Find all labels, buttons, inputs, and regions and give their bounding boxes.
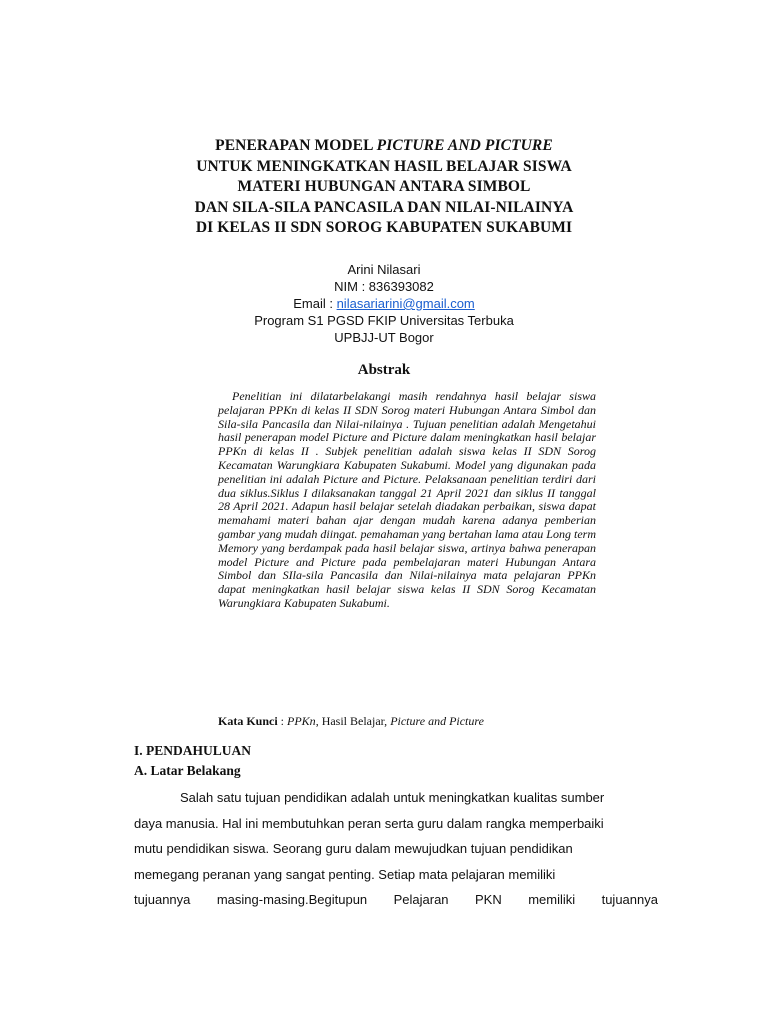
- abstract-heading: Abstrak: [357, 362, 411, 378]
- section-heading-pendahuluan: I. PENDAHULUAN: [134, 743, 252, 758]
- keywords-sep: :: [277, 714, 288, 728]
- title-line-3: MATERI HUBUNGAN ANTARA SIMBOL: [237, 178, 531, 195]
- author-nim: NIM : 836393082: [334, 279, 434, 294]
- intro-line-3: mutu pendidikan siswa. Seorang guru dalam mewujudkan tujuan pendidikan: [134, 841, 573, 856]
- abstract-text: Penelitian ini dilatarbelakangi masih rendahnya hasil belajar siswa pelajaran PPKn di kelas II SDN Sorog materi Hubungan Antara Simbol dan Sila-sila Pancasila dan Nilai-nilainya . Tujuan penelitian adalah Mengetahui hasil penerapan model Picture and Picture dalam meningkatkan hasil belajar PPKn di kelas II . Subjek penelitian adalah siswa kelas II SDN Sorog Kecamatan Warungkiara Kabupaten Sukabumi. Model yang digunakan pada penelitian ini adalah Picture and Picture. Pelaksanaan penelitian terdiri dari dua siklus.Siklus I dilaksanakan tanggal 21 April 2021 dan siklus II tanggal 28 April 2021. Adapun hasil belajar setelah diadakan perbaikan, siswa dapat memahami materi bahan ajar dengan mudah karena adanya pemberian gambar yang mudah diingat. pemahaman yang bertahan lama atau Long term Memory yang berdampak pada hasil belajar siswa, artinya bahwa penerapan model Picture and Picture pada pembelajaran materi Hubungan Antara Simbol dan SIla-sila Pancasila dan Nilai-nilainya mata pelajaran PPKn dapat meningkatkan hasil belajar siswa kelas II SDN Sorog Kecamatan Warungkiara Kabupaten Sukabumi.: [218, 389, 596, 610]
- author-program: Program S1 PGSD FKIP Universitas Terbuka: [254, 313, 514, 328]
- intro-word: tujuannya: [134, 892, 191, 907]
- title-line-1: [60, 136, 708, 157]
- author-info: [160, 261, 608, 346]
- author-name: Arini Nilasari: [347, 262, 421, 277]
- keywords-label: Kata Kunci: [218, 714, 278, 728]
- author-upbjj: UPBJJ-UT Bogor: [334, 330, 434, 345]
- intro-word: tujuannya: [601, 892, 658, 907]
- intro-word: memiliki: [528, 892, 576, 907]
- intro-line-5: [134, 887, 658, 913]
- intro-line-2: daya manusia. Hal ini membutuhkan peran serta guru dalam rangka memperbaiki: [134, 815, 604, 831]
- title-line-5: DI KELAS II SDN SOROG KABUPATEN SUKABUMI: [195, 219, 573, 236]
- title-line-2: UNTUK MENINGKATKAN HASIL BELAJAR SISWA: [196, 157, 572, 175]
- email-label: Email :: [293, 296, 337, 311]
- intro-paragraph: [134, 785, 658, 913]
- intro-word: Pelajaran: [393, 892, 449, 907]
- email-link[interactable]: nilasariarini@gmail.com: [336, 296, 475, 311]
- intro-word: masing-masing.Begitupun: [216, 892, 368, 907]
- title-line-4: DAN SILA-SILA PANCASILA DAN NILAI-NILAINYA: [194, 198, 574, 216]
- intro-word: PKN: [475, 892, 502, 907]
- keyword-2: , Hasil Belajar,: [315, 714, 391, 728]
- title-line-1-prefix: PENERAPAN MODEL: [215, 137, 377, 154]
- paper-title: [60, 136, 708, 239]
- keyword-1: PPKn: [287, 714, 316, 728]
- title-line-1-italic: PICTURE AND PICTURE: [376, 137, 553, 154]
- abstract-body: [218, 390, 596, 611]
- intro-line-4: memegang peranan yang sangat penting. Setiap mata pelajaran memiliki: [134, 866, 556, 882]
- keyword-3: Picture and Picture: [390, 714, 484, 728]
- subsection-heading-latar-belakang: A. Latar Belakang: [134, 763, 241, 778]
- author-email-row: [160, 295, 608, 312]
- keywords: [218, 714, 618, 728]
- intro-line-1: Salah satu tujuan pendidikan adalah untuk meningkatkan kualitas sumber: [180, 790, 605, 805]
